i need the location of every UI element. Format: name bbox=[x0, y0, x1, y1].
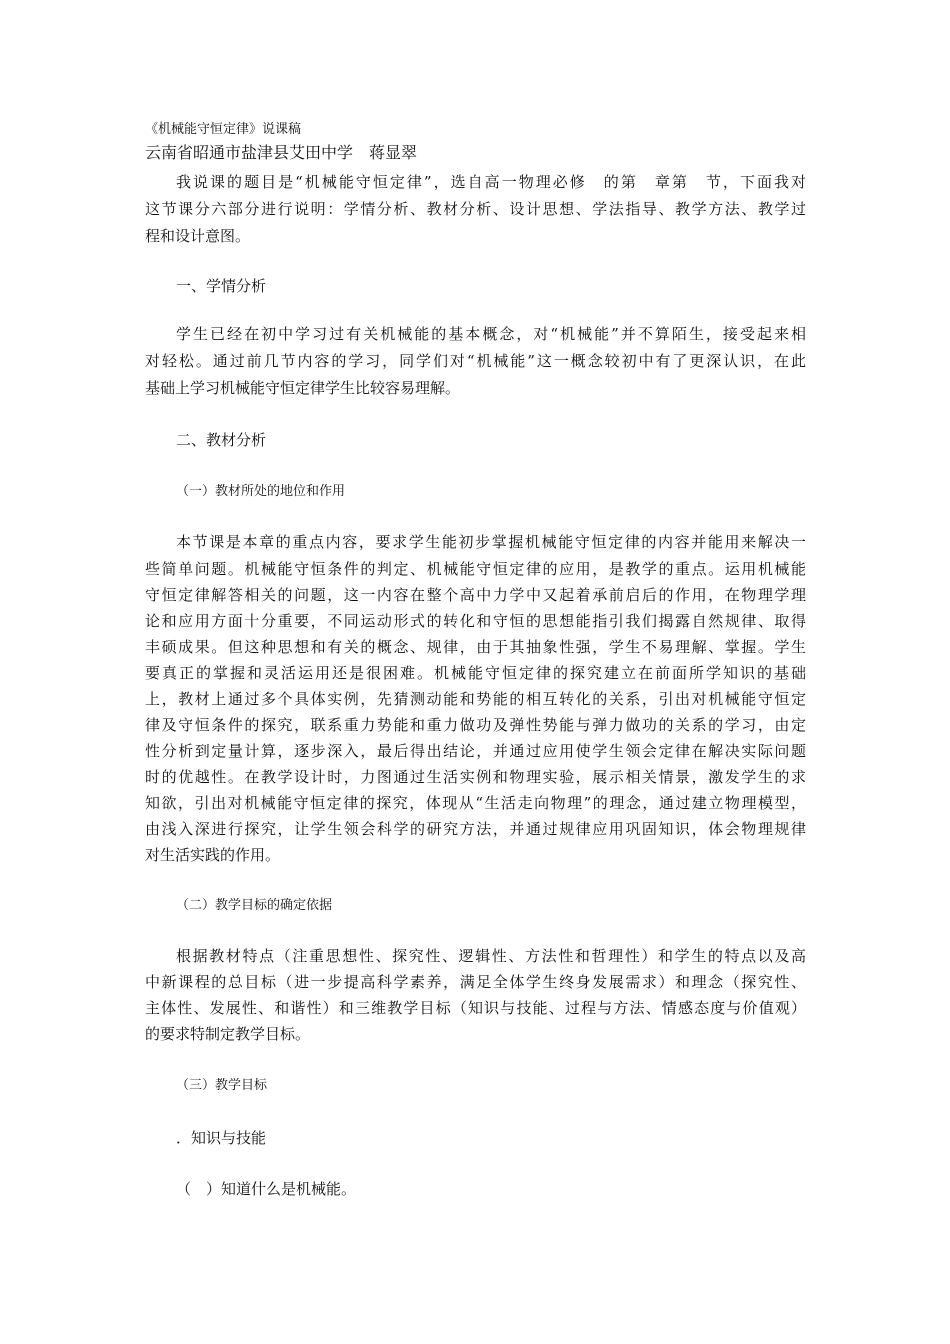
section1-heading: 一、学情分析 bbox=[176, 277, 267, 295]
sub1-line-9: 性分析到定量计算，逐步深入，最后得出结论，并通过应用使学生领会定律在解决实际问题 bbox=[145, 742, 806, 760]
sub1-line-10: 时的优越性。在教学设计时，力图通过生活实例和物理实验，展示相关情景，激发学生的求 bbox=[145, 768, 806, 786]
subsection2-heading: （二）教学目标的确定依据 bbox=[176, 898, 333, 913]
sub1-line-3: 守恒定律解答相关的问题，这一内容在整个高中力学中又起着承前启后的作用，在物理学理 bbox=[145, 586, 806, 604]
sub1-line-4: 论和应用方面十分重要，不同运动形式的转化和守恒的思想能指引我们揭露自然规律、取得 bbox=[145, 612, 806, 630]
section1-line-1: 学生已经在初中学习过有关机械能的基本概念，对“机械能”并不算陌生，接受起来相 bbox=[176, 325, 806, 343]
section1-line-2: 对轻松。通过前几节内容的学习，同学们对“机械能”这一概念较初中有了更深认识，在此 bbox=[145, 352, 806, 370]
document-title: 《机械能守恒定律》说课稿 bbox=[145, 122, 302, 137]
sub1-line-7: 上，教材上通过多个具体实例，先猜测动能和势能的相互转化的关系，引出对机械能守恒定 bbox=[145, 690, 806, 708]
sub2-line-1: 根据教材特点（注重思想性、探究性、逻辑性、方法性和哲理性）和学生的特点以及高 bbox=[176, 947, 806, 965]
goal1-heading: ．知识与技能 bbox=[176, 1129, 267, 1147]
sub2-line-3: 主体性、发展性、和谐性）和三维教学目标（知识与技能、过程与方法、情感态度与价值观） bbox=[145, 999, 806, 1017]
sub2-line-4: 的要求特制定教学目标。 bbox=[145, 1025, 311, 1043]
sub1-line-8: 律及守恒条件的探究，联系重力势能和重力做功及弹性势能与弹力做功的关系的学习，由定 bbox=[145, 716, 806, 734]
sub1-line-11: 知欲，引出对机械能守恒定律的探究，体现从“生活走向物理”的理念，通过建立物理模型， bbox=[145, 794, 806, 812]
goal1-item-1: （ ）知道什么是机械能。 bbox=[176, 1180, 357, 1198]
sub1-line-12: 由浅入深进行探究，让学生领会科学的研究方法，并通过规律应用巩固知识，体会物理规律 bbox=[145, 820, 806, 838]
section2-heading: 二、教材分析 bbox=[176, 431, 267, 449]
sub2-line-2: 中新课程的总目标（进一步提高科学素养，满足全体学生终身发展需求）和理念（探究性、 bbox=[145, 973, 806, 991]
sub1-line-2: 些简单问题。机械能守恒条件的判定、机械能守恒定律的应用，是教学的重点。运用机械能 bbox=[145, 560, 806, 578]
sub1-line-5: 丰硕成果。但这种思想和有关的概念、规律，由于其抽象性强，学生不易理解、掌握。学生 bbox=[145, 638, 806, 656]
sub1-line-13: 对生活实践的作用。 bbox=[145, 846, 281, 864]
intro-line-1: 我说课的题目是“机械能守恒定律”，选自高一物理必修 的第 章第 节，下面我对 bbox=[176, 173, 806, 191]
sub1-line-1: 本节课是本章的重点内容，要求学生能初步掌握机械能守恒定律的内容并能用来解决一 bbox=[176, 533, 806, 551]
author-line: 云南省昭通市盐津县艾田中学 蒋显翠 bbox=[145, 143, 418, 162]
intro-line-3: 程和设计意图。 bbox=[145, 227, 251, 245]
subsection3-heading: （三）教学目标 bbox=[176, 1078, 268, 1093]
intro-line-2: 这节课分六部分进行说明：学情分析、教材分析、设计思想、学法指导、教学方法、教学过 bbox=[145, 200, 806, 218]
sub1-line-6: 要真正的掌握和灵活运用还是很困难。机械能守恒定律的探究建立在前面所学知识的基础 bbox=[145, 664, 806, 682]
section1-line-3: 基础上学习机械能守恒定律学生比较容易理解。 bbox=[145, 379, 461, 397]
subsection1-heading: （一）教材所处的地位和作用 bbox=[176, 484, 346, 499]
